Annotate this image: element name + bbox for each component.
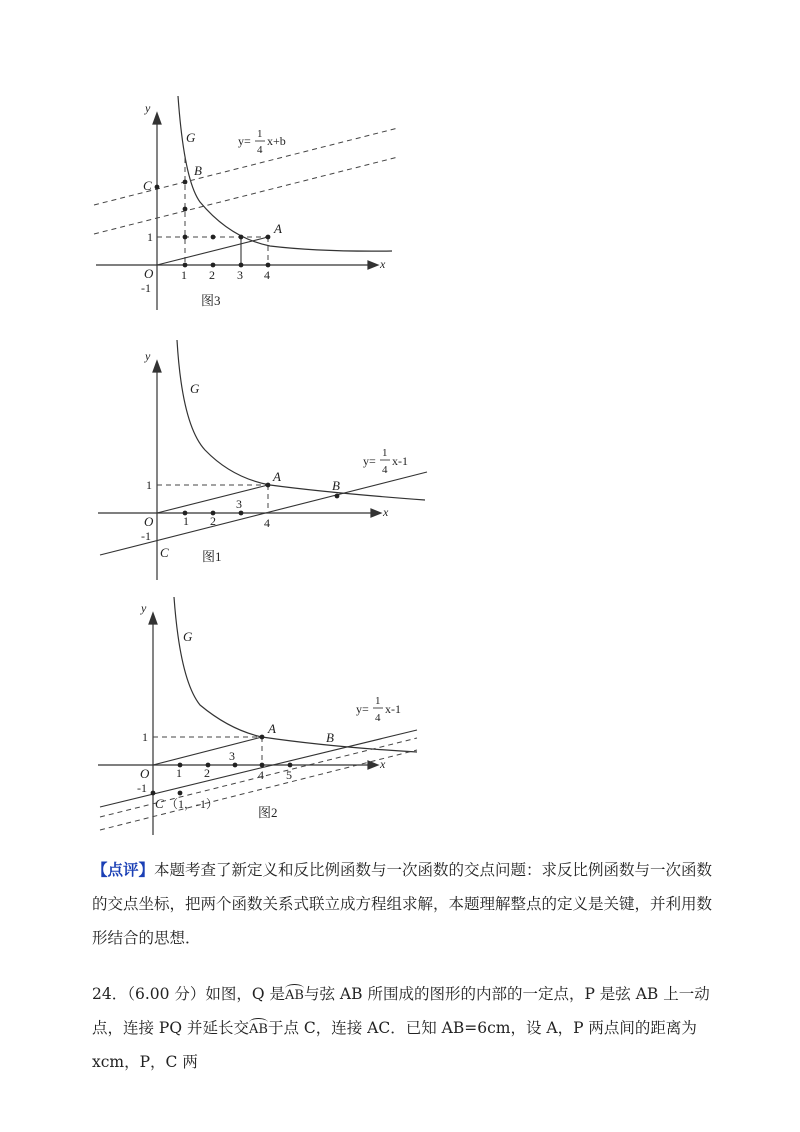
- fig1-caption: 图1: [202, 549, 222, 564]
- question-24: [92, 977, 722, 1079]
- fig3-label-x: x: [380, 257, 386, 271]
- fig1-label-x: x: [383, 505, 389, 519]
- fig3-equation: [238, 128, 286, 156]
- fig2-equation: [356, 695, 401, 724]
- fig1-tick-3: 3: [236, 497, 242, 511]
- svg-text:4: 4: [382, 464, 388, 476]
- fig1-label-O: O: [144, 514, 154, 529]
- fig2-label-O: O: [140, 766, 150, 781]
- fig2-label-x: x: [380, 757, 386, 771]
- fig2-label-1: 1: [142, 730, 148, 744]
- fig3-tick-3: 3: [237, 268, 243, 282]
- fig3-hyperbola-G: [178, 96, 392, 251]
- figure-3: [0, 90, 800, 340]
- fig2-label-A: A: [268, 721, 276, 736]
- question-24-part1: 24．（6.00 分）如图，Q 是: [92, 985, 286, 1003]
- svg-text:y=: y=: [363, 454, 376, 468]
- fig3-tick-1: 1: [181, 268, 187, 282]
- svg-text:4: 4: [257, 144, 263, 156]
- svg-text:y=: y=: [238, 134, 251, 148]
- fig1-tick-2: 2: [210, 514, 216, 528]
- fig2-label-B: B: [326, 730, 334, 745]
- arc-ab-2: AB: [249, 1022, 268, 1037]
- fig2-tick-2: 2: [204, 766, 210, 780]
- fig1-segment-OA: [157, 485, 268, 513]
- fig3-label-O: O: [144, 266, 154, 281]
- svg-text:1: 1: [382, 447, 388, 459]
- svg-text:y=: y=: [356, 702, 369, 716]
- comment-text: 本题考查了新定义和反比例函数与一次函数的交点问题：求反比例函数与一次函数的交点坐标，把两个函数关系式联立成方程组求解，本题理解整点的定义是关键，并利用数形结合的思想．: [92, 861, 713, 947]
- arc-ab-1: AB: [285, 988, 304, 1003]
- svg-text:1: 1: [257, 128, 263, 140]
- fig3-tick-2: 2: [209, 268, 215, 282]
- fig1-label-1: 1: [146, 478, 152, 492]
- svg-text:x-1: x-1: [392, 454, 408, 468]
- fig1-label-neg1: -1: [141, 529, 151, 543]
- fig3-tick-4: 4: [264, 268, 270, 282]
- fig2-label-y: y: [141, 601, 147, 615]
- fig1-axes: [98, 361, 381, 580]
- fig2-axes: [98, 613, 378, 835]
- fig2-label-G: G: [183, 629, 193, 644]
- fig1-label-G: G: [190, 381, 200, 396]
- fig1-label-C: C: [160, 545, 169, 560]
- fig2-tick-4: 4: [258, 768, 264, 782]
- figure-2: [0, 590, 800, 840]
- comment-label: 【点评】: [92, 860, 155, 879]
- fig1-hyperbola-G: [177, 340, 425, 500]
- fig3-label-A: A: [274, 221, 282, 236]
- fig2-label-neg1: -1: [137, 781, 147, 795]
- fig2-segment-OA: [153, 737, 262, 765]
- fig2-label-c-coords: （1，-1）: [166, 797, 218, 811]
- fig3-caption: 图3: [201, 293, 221, 308]
- fig2-y-arrow: [149, 613, 157, 624]
- question-24-part2: 与弦 AB 所围成的图形的内部的一定点，P 是弦 AB 上一动点，连接 PQ 并延长交: [92, 985, 710, 1037]
- fig2-tick-5: 5: [286, 768, 292, 782]
- fig1-tick-1: 1: [183, 514, 189, 528]
- fig3-solid-segments: [157, 237, 268, 265]
- fig1-label-B: B: [332, 478, 340, 493]
- fig3-label-neg1: -1: [141, 281, 151, 295]
- fig1-points: [183, 483, 340, 516]
- fig3-dashed-lines: [94, 128, 398, 265]
- fig3-y-arrow: [153, 113, 161, 124]
- fig1-tick-4: 4: [264, 516, 270, 530]
- svg-text:x+b: x+b: [267, 134, 286, 148]
- fig2-hyperbola-G: [174, 597, 417, 752]
- svg-text:1: 1: [375, 695, 381, 707]
- fig3-label-C: C: [143, 178, 152, 193]
- comment-paragraph: [92, 853, 722, 955]
- fig2-tick-1: 1: [176, 766, 182, 780]
- fig3-label-B: B: [194, 163, 202, 178]
- fig3-label-1: 1: [147, 230, 153, 244]
- fig3-points: [155, 180, 271, 268]
- figure-1: [0, 335, 800, 585]
- fig3-x-arrow: [368, 261, 378, 269]
- fig3-label-G: G: [186, 130, 196, 145]
- question-24-part3: 于点 C，连接 AC．已知 AB=6cm，设 A，P 两点间的距离为 xcm，P，C 两: [92, 1019, 697, 1071]
- fig1-y-arrow: [153, 361, 161, 372]
- fig2-caption: 图2: [258, 805, 278, 820]
- fig1-x-arrow: [371, 509, 381, 517]
- fig2-label-C: C: [155, 796, 164, 811]
- fig1-label-A: A: [273, 469, 281, 484]
- svg-text:x-1: x-1: [385, 702, 401, 716]
- fig1-label-y: y: [145, 349, 151, 363]
- svg-text:4: 4: [375, 712, 381, 724]
- fig2-tick-3: 3: [229, 749, 235, 763]
- fig3-label-y: y: [145, 101, 151, 115]
- fig1-equation: [363, 447, 408, 476]
- fig2-x-arrow: [368, 761, 378, 769]
